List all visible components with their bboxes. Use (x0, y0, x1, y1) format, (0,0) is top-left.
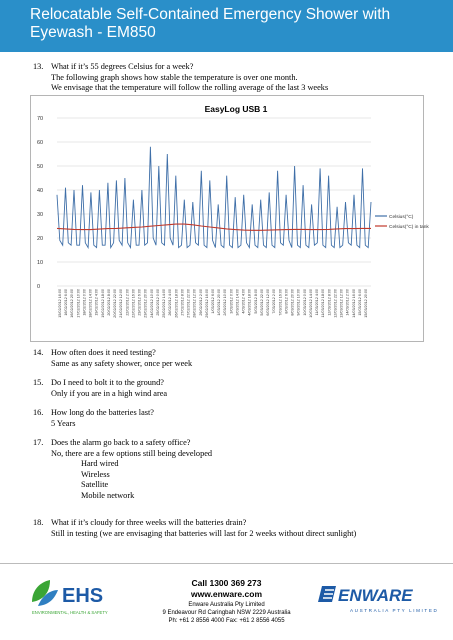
x-tick-label: 26/02/2012 4:00 (168, 289, 173, 316)
x-tick-label: 9/03/2012 10:00 (296, 289, 301, 316)
x-tick-label: 7/03/2012 2:00 (272, 289, 277, 314)
x-tick-label: 20/02/2012 8:00 (106, 289, 111, 316)
x-tick-label: 18/02/2012 14:00 (88, 289, 93, 318)
y-tick-label: 70 (37, 116, 44, 122)
x-tick-label: 5/03/2012 22:00 (259, 289, 264, 316)
y-tick-label: 30 (37, 212, 44, 218)
footer-website[interactable]: www.enware.com (190, 589, 262, 599)
x-tick-label: 23/02/2012 6:00 (137, 289, 142, 316)
footer-phone-call: Call 1300 369 273 (191, 578, 262, 588)
y-tick-label: 50 (37, 164, 44, 170)
legend-label: Celsius(°C) (389, 215, 414, 220)
x-tick-label: 12/03/2012 8:00 (327, 289, 332, 316)
page-title: Relocatable Self-Contained Emergency Shower with Eyewash - EM850 (30, 6, 391, 41)
ehs-logo-text: EHS (62, 585, 104, 607)
x-tick-label: 27/02/2012 8:00 (180, 289, 185, 316)
chart-canvas (31, 96, 429, 341)
x-tick-label: 2/03/2012 10:00 (223, 289, 228, 316)
temperature-chart (30, 95, 429, 342)
x-tick-label: 22/02/2012 2:00 (125, 289, 130, 316)
x-tick-label: 17/02/2012 10:00 (76, 289, 81, 318)
y-tick-label: 0 (37, 284, 41, 290)
question-text: What if it’s cloudy for three weeks will the batteries drain? (51, 518, 247, 527)
question-text: Does the alarm go back to a safety office? (51, 438, 191, 447)
x-tick-label: 21/02/2012 12:00 (119, 289, 124, 318)
answer-text: 5 Years (51, 418, 76, 428)
series-line-2 (57, 224, 371, 230)
x-tick-label: 27/02/2012 22:00 (186, 289, 191, 318)
x-tick-label: 29/02/2012 16:00 (204, 289, 209, 318)
question-text: Do I need to bolt it to the ground? (51, 378, 164, 387)
answer-text: No, there are a few options still being developed (51, 448, 213, 458)
y-tick-label: 60 (37, 140, 44, 146)
enware-logo-text: ENWARE (338, 586, 413, 605)
question-number: 15. (33, 378, 44, 387)
x-tick-label: 28/02/2012 12:00 (192, 289, 197, 318)
chart-legend (375, 214, 429, 230)
chart-title: EasyLog USB 1 (204, 104, 268, 114)
x-tick-label: 4/03/2012 4:00 (241, 289, 246, 314)
x-tick-label: 10/03/2012 0:00 (302, 289, 307, 316)
x-tick-label: 7/03/2012 16:00 (278, 289, 283, 316)
ehs-tagline: ENVIRONMENTAL, HEALTH & SAFETY (32, 610, 108, 615)
enware-logo (320, 572, 440, 618)
option-item: Mobile network (81, 490, 135, 500)
page-header (0, 0, 453, 52)
x-tick-label: 15/03/2012 20:00 (364, 289, 368, 318)
x-tick-label: 11/03/2012 18:00 (321, 289, 326, 318)
y-axis (37, 116, 43, 290)
question-number: 17. (33, 438, 44, 447)
option-item: Wireless (81, 469, 110, 479)
x-tick-label: 25/02/2012 14:00 (162, 289, 167, 318)
legend-label: Celsius(°C) in tank (389, 225, 429, 230)
x-tick-label: 5/03/2012 8:00 (253, 289, 258, 314)
enware-tagline: AUSTRALIA PTY LIMITED (350, 608, 439, 613)
x-tick-label: 11/03/2012 4:00 (315, 289, 320, 316)
footer-address: 9 Endeavour Rd Caringbah NSW 2229 Australia (162, 610, 291, 616)
answer-text: Only if you are in a high wind area (51, 388, 168, 398)
answer-text: The following graph shows how stable the temperature is over one month. (51, 72, 298, 82)
x-tick-label: 14/03/2012 16:00 (351, 289, 356, 318)
x-tick-label: 16/02/2012 6:00 (64, 289, 69, 316)
y-tick-label: 40 (37, 188, 44, 194)
series-line-1 (57, 147, 371, 248)
x-tick-label: 13/03/2012 12:00 (339, 289, 344, 318)
footer-divider (0, 563, 453, 564)
x-tick-label: 8/03/2012 6:00 (284, 289, 289, 314)
chart-series (57, 147, 371, 248)
option-item: Satellite (81, 480, 109, 489)
x-tick-label: 12/03/2012 22:00 (333, 289, 338, 318)
footer-contact: Ph: +61 2 8556 4000 Fax: +61 2 8556 4055 (168, 618, 285, 624)
question-text: How often does it need testing? (51, 348, 156, 357)
y-tick-label: 10 (37, 260, 44, 266)
x-tick-label: 10/03/2012 14:00 (308, 289, 313, 318)
x-tick-label: 26/02/2012 18:00 (174, 289, 179, 318)
x-tick-label: 20/02/2012 22:00 (113, 289, 118, 318)
x-tick-label: 15/02/2012 16:00 (58, 289, 62, 318)
x-tick-label: 22/02/2012 16:00 (131, 289, 136, 318)
x-tick-label: 23/02/2012 20:00 (143, 289, 148, 318)
question-number: 13. (33, 62, 44, 71)
x-tick-label: 25/02/2012 0:00 (155, 289, 160, 316)
x-tick-label: 4/03/2012 18:00 (247, 289, 252, 316)
x-tick-label: 1/03/2012 6:00 (211, 289, 215, 314)
x-tick-label: 16/02/2012 20:00 (70, 289, 75, 318)
enware-mark-icon (318, 586, 336, 602)
question-text: How long do the batteries last? (51, 408, 154, 417)
x-tick-label: 8/03/2012 20:00 (290, 289, 295, 316)
x-tick-label: 24/02/2012 10:00 (149, 289, 154, 318)
x-tick-label: 19/02/2012 4:00 (94, 289, 99, 316)
x-tick-label: 3/03/2012 14:00 (235, 289, 240, 316)
x-tick-label: 18/02/2012 0:00 (82, 289, 87, 316)
answer-text: Still in testing (we are envisaging that batteries will last for 2 weeks without direct sunlight) (51, 528, 357, 538)
x-tick-label: 3/03/2012 0:00 (229, 289, 234, 314)
answer-text: We envisage that the temperature will follow the rolling average of the last 3 weeks (51, 83, 329, 92)
x-tick-label: 1/03/2012 20:00 (217, 289, 222, 316)
question-number: 14. (33, 348, 44, 357)
question-text: What if it’s 55 degrees Celsius for a week? (51, 62, 194, 71)
question-number: 16. (33, 408, 44, 417)
x-axis (58, 289, 368, 318)
question-number: 18. (33, 518, 44, 527)
x-tick-label: 14/03/2012 2:00 (345, 289, 350, 316)
chart-grid (57, 118, 371, 286)
answer-text: Same as any safety shower, once per week (51, 358, 193, 368)
x-tick-label: 19/02/2012 18:00 (100, 289, 105, 318)
option-item: Hard wired (81, 459, 119, 468)
x-tick-label: 15/03/2012 6:00 (357, 289, 362, 316)
footer-company: Enware Australia Pty Limited (188, 602, 265, 608)
x-tick-label: 29/02/2012 2:00 (198, 289, 203, 316)
y-tick-label: 20 (37, 236, 44, 242)
x-tick-label: 6/03/2012 12:00 (266, 289, 271, 316)
